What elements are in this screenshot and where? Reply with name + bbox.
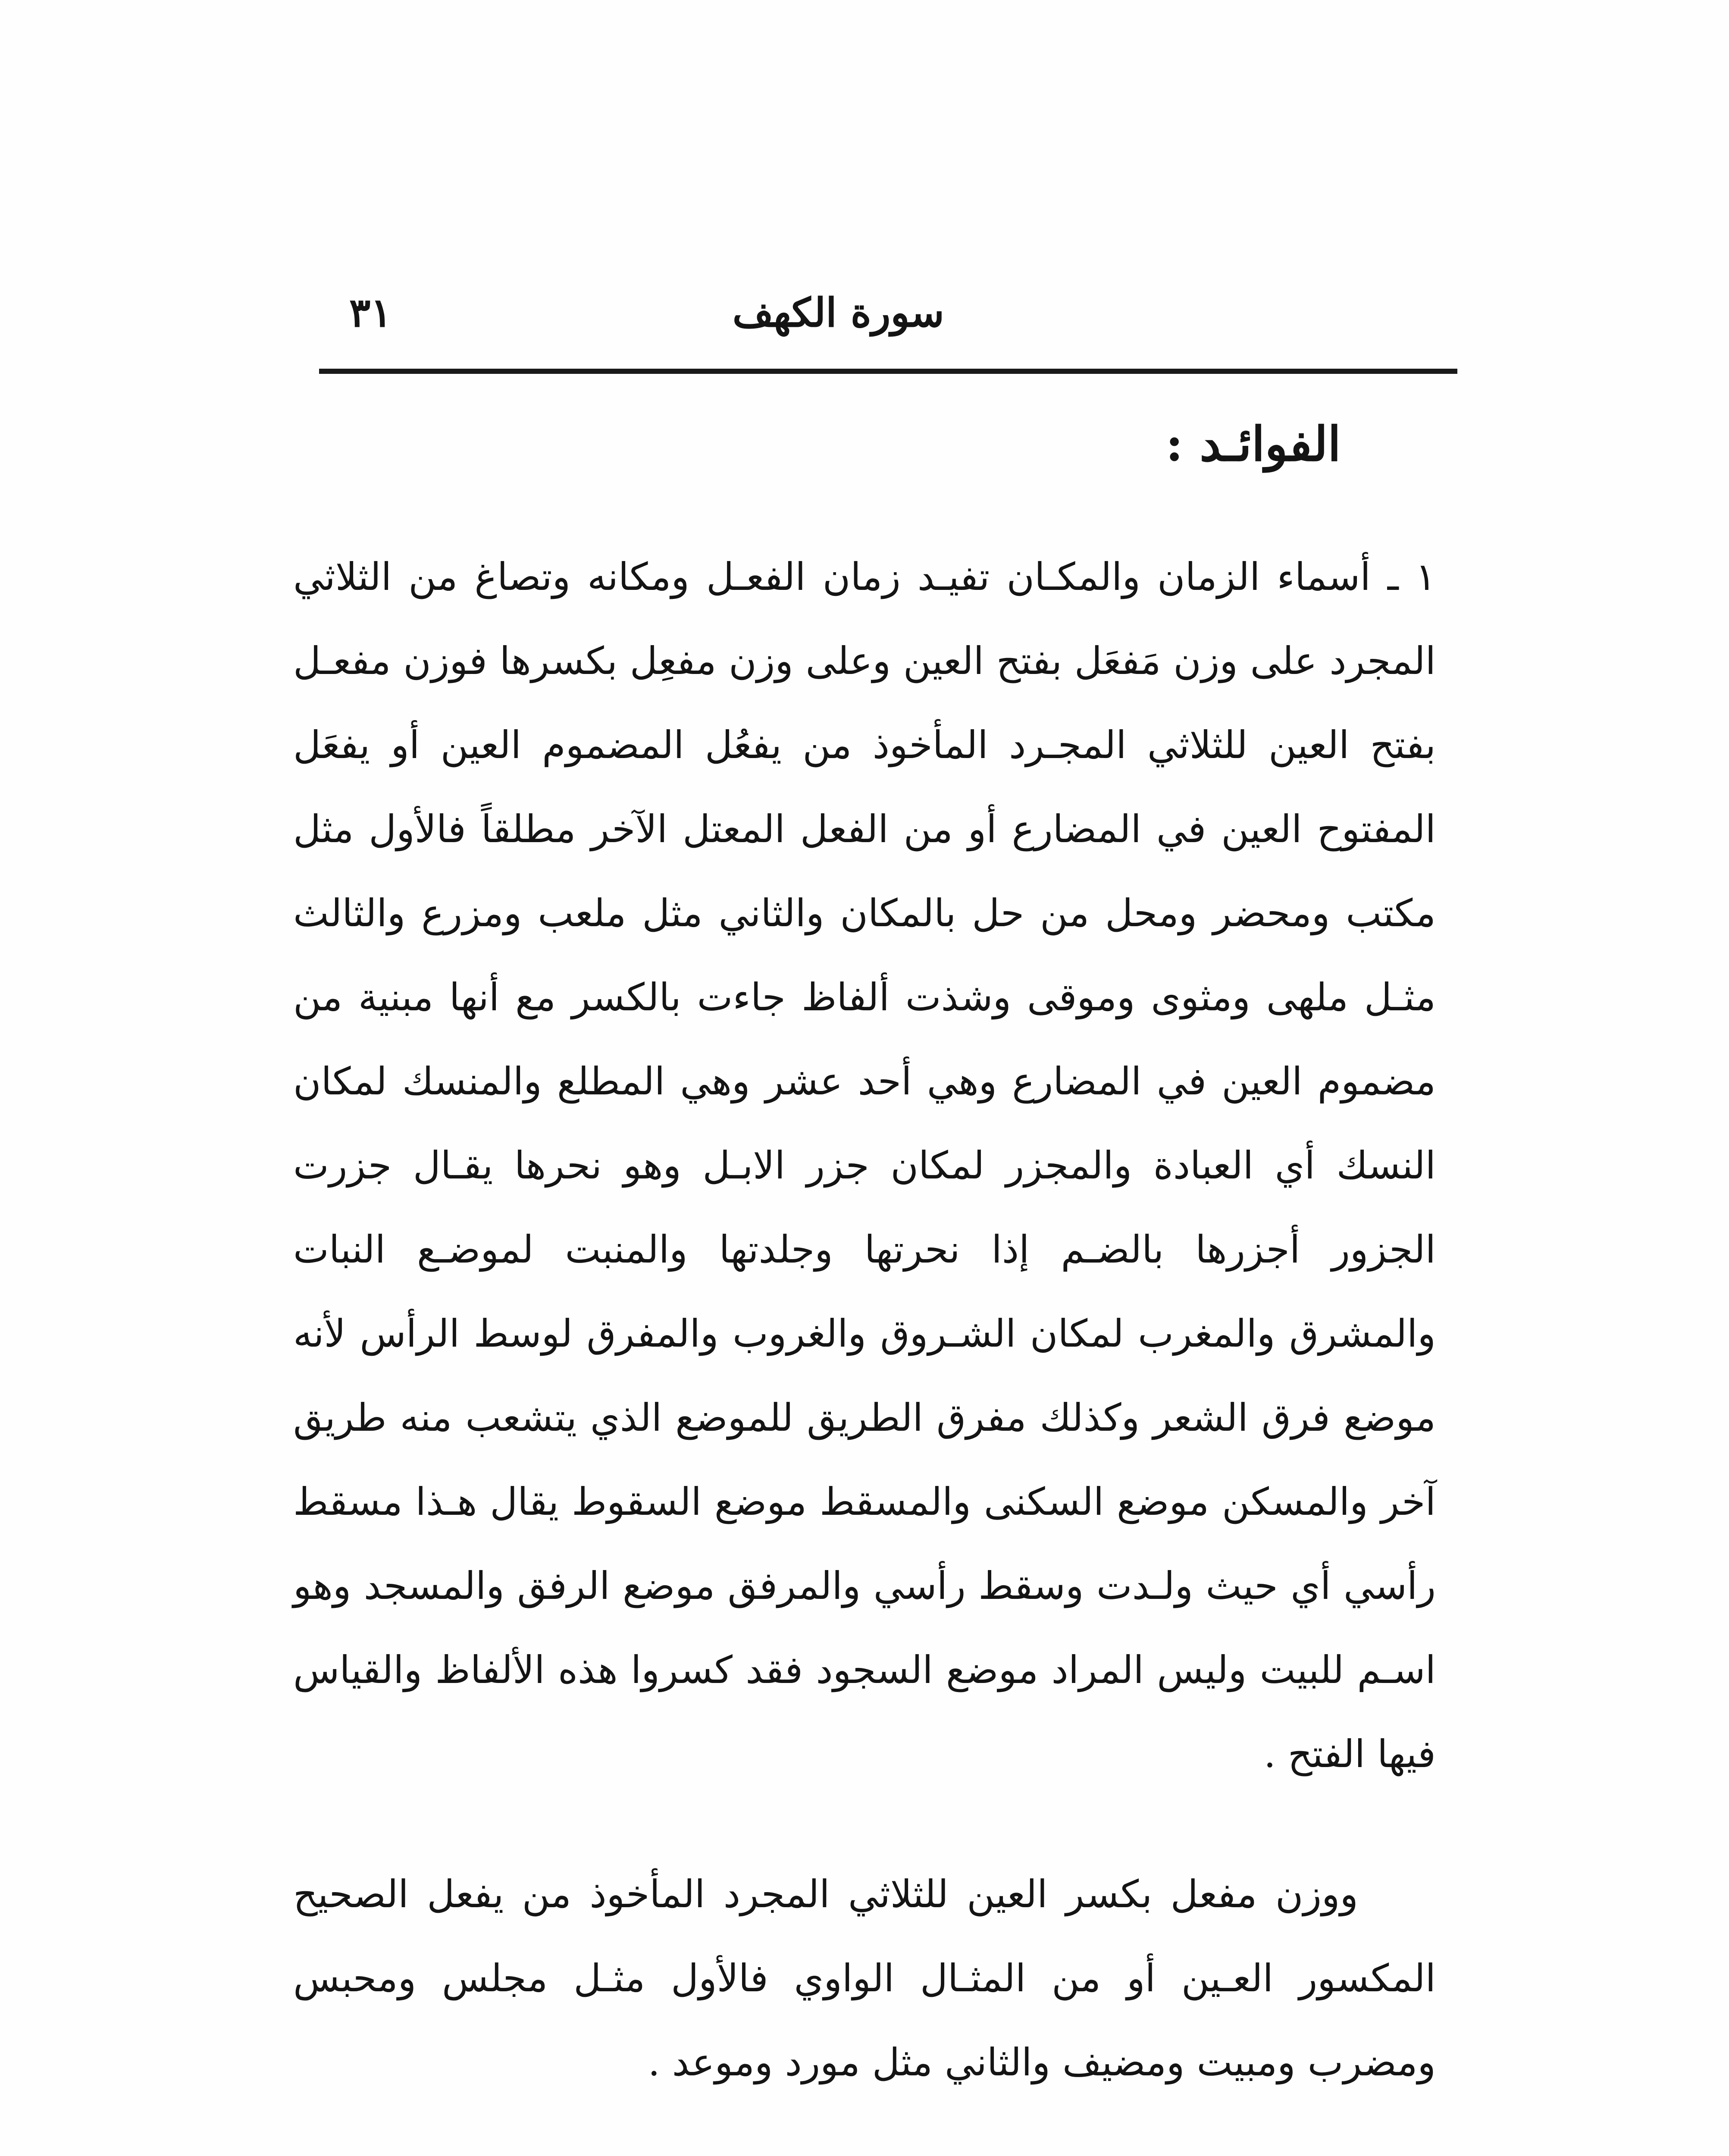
surah-title: سورة الكهف: [732, 289, 944, 336]
paragraph-2: ووزن مفعل بكسر العين للثلاثي المجرد المأخوذ من يفعل الصحيح المكسور العـين أو من المثـال الواوي فالأول مثـل مجلس ومحبس ومضرب ومبيت ومضيف والثاني مثل مورد وموعد .: [293, 1872, 1436, 2084]
running-header: [319, 280, 1457, 345]
body-text: [293, 535, 1436, 2156]
section-heading: الفوائـد :: [1165, 416, 1341, 472]
header-divider: [319, 369, 1457, 374]
page-number: ٣١: [349, 289, 392, 336]
paragraph-1: ١ ـ أسماء الزمان والمكـان تفيـد زمان الفعـل ومكانه وتصاغ من الثلاثي المجرد على وزن مَفعَل بفتح العين وعلى وزن مفعِل بكسرها فوزن مفعـل بفتح العين للثلاثي المجـرد المأخوذ من يفعُل المضموم العين أو يفعَل المفتوح العين في المضارع أو من الفعل المعتل الآخر مطلقاً فالأول مثل مكتب ومحضر ومحل من حل بالمكان والثاني مثل ملعب ومزرع والثالث مثـل ملهى ومثوى وموقى وشذت ألفاظ جاءت بالكسر مع أنها مبنية من مضموم العين في المضارع وهي أحد عشر وهي المطلع والمنسك لمكان النسك أي العبادة والمجزر لمكان جزر الابـل وهو نحرها يقـال جزرت الجزور أجزرها بالضـم إذا نحرتها وجلدتها والمنبت لموضـع النبات والمشرق والمغرب لمكان الشـروق والغروب والمفرق لوسط الرأس لأنه موضع فرق الشعر وكذلك مفرق الطريق للموضع الذي يتشعب منه طريق آخر والمسكن موضع السكنى والمسقط موضع السقوط يقال هـذا مسقط رأسي أي حيث ولـدت وسقط رأسي والمرفق موضع الرفق والمسجد وهو اسـم للبيت وليس المراد موضع السجود فقد كسروا هذه الألفاظ والقياس فيها الفتح .: [293, 555, 1436, 1776]
